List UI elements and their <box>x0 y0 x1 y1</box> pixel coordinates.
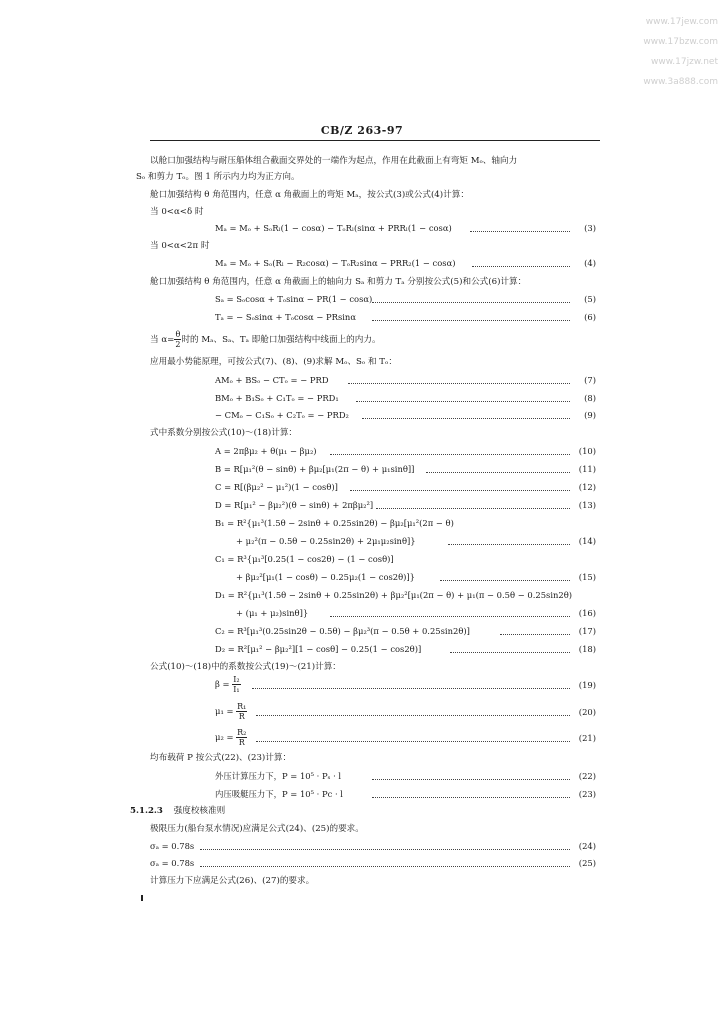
fraction-denominator: R <box>238 712 245 721</box>
equation-number: (22) <box>578 771 596 781</box>
equation-22: 外压计算压力下，P = 10⁵ · Pₛ · l <box>215 771 342 781</box>
paragraph-ultimate-pressure: 极限压力(船台泵水情况)应满足公式(24)、(25)的要求。 <box>150 824 364 834</box>
leader-dots <box>372 320 570 321</box>
equation-15-line-1: C₁ = R³{μ₁³[0.25(1 − cos2θ) − (1 − cosθ)] <box>215 554 394 564</box>
leader-dots <box>356 401 570 402</box>
leader-dots <box>350 490 570 491</box>
fraction-denominator: R <box>238 738 245 747</box>
paragraph-design-pressure: 计算压力下应满足公式(26)、(27)的要求。 <box>150 876 315 886</box>
equation-number: (7) <box>584 375 596 385</box>
equation-14-line-1: B₁ = R²{μ₁³(1.5θ − 2sinθ + 0.25sin2θ) − βμ₂[μ₁²(2π − θ) <box>215 518 454 528</box>
page-mark <box>141 895 143 901</box>
equation-7: AMₒ + BSₒ − CTₒ = − PRD <box>215 375 329 385</box>
equation-16-line-1: D₁ = R²{μ₁³(1.5θ − 2sinθ + 0.25sin2θ) + βμ₂²[μ₁(2π − θ) + μ₁(π − 0.5θ − 0.25sin2θ) <box>215 590 573 600</box>
watermark-line: www.17jew.com <box>645 17 718 27</box>
leader-dots <box>256 715 570 716</box>
equation-21 <box>215 727 247 747</box>
section-heading <box>130 805 225 817</box>
fraction-denominator: I₁ <box>233 685 240 694</box>
fraction-numerator: I₂ <box>233 675 240 684</box>
equation-number: (8) <box>584 393 596 403</box>
paragraph-uniform-load: 均布载荷 P 按公式(22)、(23)计算： <box>150 753 292 763</box>
equation-number: (19) <box>578 680 596 690</box>
equation-number: (14) <box>578 536 596 546</box>
equation-lhs: μ₂ = <box>215 732 234 742</box>
equation-number: (5) <box>584 294 596 304</box>
leader-dots <box>426 472 570 473</box>
equation-number: (21) <box>578 733 596 743</box>
equation-3: Mₐ = Mₒ + SₒRₗ(1 − cosα) − TₒRₗ(sinα + PRRₗ(1 − cosα) <box>215 223 452 233</box>
leader-dots <box>348 383 570 384</box>
equation-number: (20) <box>578 707 596 717</box>
leader-dots <box>372 302 570 303</box>
paragraph-coefficients: 式中系数分别按公式(10)～(18)计算： <box>150 428 298 438</box>
condition-2: 当 0<α<2π 时 <box>150 241 210 251</box>
leader-dots <box>376 508 570 509</box>
leader-dots <box>362 418 570 419</box>
paragraph-ratio-coefficients: 公式(10)～(18)中的系数按公式(19)～(21)计算： <box>150 662 341 672</box>
equation-12: C = R[(βμ₂² − μ₁²)(1 − cosθ)] <box>215 482 338 492</box>
equation-8: BMₒ + B₁Sₒ + C₁Tₒ = − PRD₁ <box>215 393 339 403</box>
equation-number: (18) <box>578 644 596 654</box>
watermark-line: www.17bzw.com <box>643 37 718 47</box>
fraction-numerator: R₁ <box>237 702 247 711</box>
equation-number: (17) <box>578 626 596 636</box>
equation-9: − CMₒ − C₁Sₒ + C₂Tₒ = − PRD₂ <box>215 410 349 420</box>
equation-number: (6) <box>584 312 596 322</box>
equation-number: (9) <box>584 410 596 420</box>
equation-6: Tₐ = − Sₒsinα + Tₒcosα − PRsinα <box>215 312 356 322</box>
equation-19 <box>215 674 241 694</box>
leader-dots <box>372 797 570 798</box>
equation-16-line-2: + (μ₁ + μ₂)sinθ]} <box>236 608 309 618</box>
leader-dots <box>256 741 570 742</box>
paragraph-axial-shear: 舱口加强结构 θ 角范围内，任意 α 角截面上的轴向力 Sₐ 和剪力 Tₐ 分别按公式(5)和公式(6)计算： <box>150 277 527 287</box>
equation-17: C₂ = R³[μ₁³(0.25sin2θ − 0.5θ) − βμ₂³(π − 0.5θ + 0.25sin2θ)] <box>215 626 470 636</box>
leader-dots <box>440 580 570 581</box>
leader-dots <box>450 652 570 653</box>
equation-5: Sₐ = Sₒcosα + Tₒsinα − PR(1 − cosα) <box>215 294 373 304</box>
equation-13: D = R[μ₁² − βμ₂²)(θ − sinθ) + 2πβμ₂²] <box>215 500 374 510</box>
equation-number: (10) <box>578 446 596 456</box>
leader-dots <box>500 634 570 635</box>
leader-dots <box>470 231 570 232</box>
equation-10: A = 2πβμ₂ + θ(μ₁ − βμ₂) <box>215 446 317 456</box>
paragraph-energy: 应用最小势能原理，可按公式(7)、(8)、(9)求解 Mₒ、Sₒ 和 Tₒ： <box>150 357 397 367</box>
leader-dots <box>200 866 570 867</box>
section-number: 5.1.2.3 <box>130 806 163 816</box>
leader-dots <box>372 779 570 780</box>
equation-4: Mₐ = Mₒ + Sₒ(Rₗ − R₂cosα) − TₒR₂sinα − PRR₂(1 − cosα) <box>215 258 456 268</box>
section-title: 强度校核准则 <box>173 806 226 816</box>
leader-dots <box>330 616 570 617</box>
leader-dots <box>472 266 570 267</box>
leader-dots <box>448 544 570 545</box>
fraction <box>236 728 247 747</box>
equation-number: (24) <box>578 841 596 851</box>
equation-25: σₐ = 0.78s <box>150 858 195 868</box>
fraction <box>232 675 240 694</box>
equation-18: D₂ = R²[μ₁² − βμ₂²][1 − cosθ] − 0.25(1 − cos2θ)] <box>215 644 422 654</box>
paragraph-midplane <box>150 330 381 350</box>
standard-code-header: CB/Z 263-97 <box>320 124 404 137</box>
equation-number: (15) <box>578 572 596 582</box>
equation-15-line-2: + βμ₂²[μ₁(1 − cosθ) − 0.25μ₂(1 − cos2θ)]} <box>236 572 416 582</box>
leader-dots <box>200 849 570 850</box>
equation-number: (16) <box>578 608 596 618</box>
fraction <box>236 702 247 721</box>
equation-23: 内压吸艇压力下，P = 10⁵ · Pc · l <box>215 789 343 799</box>
equation-number: (11) <box>578 464 596 474</box>
condition-1: 当 0<α<δ 时 <box>150 207 204 217</box>
equation-lhs: β = <box>215 679 230 689</box>
equation-number: (13) <box>578 500 596 510</box>
equation-number: (23) <box>578 789 596 799</box>
equation-lhs: μ₁ = <box>215 706 234 716</box>
watermark-line: www.3a888.com <box>643 77 718 87</box>
equation-number: (12) <box>578 482 596 492</box>
watermark <box>643 12 718 92</box>
paragraph-intro-2: Sₒ 和剪力 Tₒ。图 1 所示内力均为正方向。 <box>136 172 300 182</box>
leader-dots <box>252 688 570 689</box>
watermark-line: www.17jzw.net <box>651 57 718 67</box>
equation-number: (4) <box>584 258 596 268</box>
equation-14-line-2: + μ₂²(π − 0.5θ − 0.25sin2θ) + 2μ₁μ₂sinθ]} <box>236 536 416 546</box>
midplane-text: 时的 Mₐ、Sₐ、Tₐ 即舱口加强结构中线面上的内力。 <box>181 335 381 345</box>
alpha-prefix: 当 α= <box>150 335 175 345</box>
leader-dots <box>330 454 570 455</box>
equation-24: σₐ = 0.78s <box>150 841 195 851</box>
fraction-numerator: R₂ <box>237 728 247 737</box>
paragraph-intro-1: 以舱口加强结构与耐压船体组合截面交界处的一端作为起点，作用在此截面上有弯矩 Mₒ、轴向力 <box>150 156 518 166</box>
fraction-numerator: θ <box>175 330 181 339</box>
equation-20 <box>215 701 247 721</box>
equation-number: (25) <box>578 858 596 868</box>
equation-11: B = R[μ₁²(θ − sinθ) + βμ₂[μ₁(2π − θ) + μ₁sinθ]] <box>215 464 415 474</box>
fraction-denominator: 2 <box>175 340 181 349</box>
paragraph-moment: 舱口加强结构 θ 角范围内，任意 α 角截面上的弯矩 Mₐ，按公式(3)或公式(4)计算： <box>150 190 469 200</box>
equation-number: (3) <box>584 223 596 233</box>
header-rule <box>150 140 600 141</box>
